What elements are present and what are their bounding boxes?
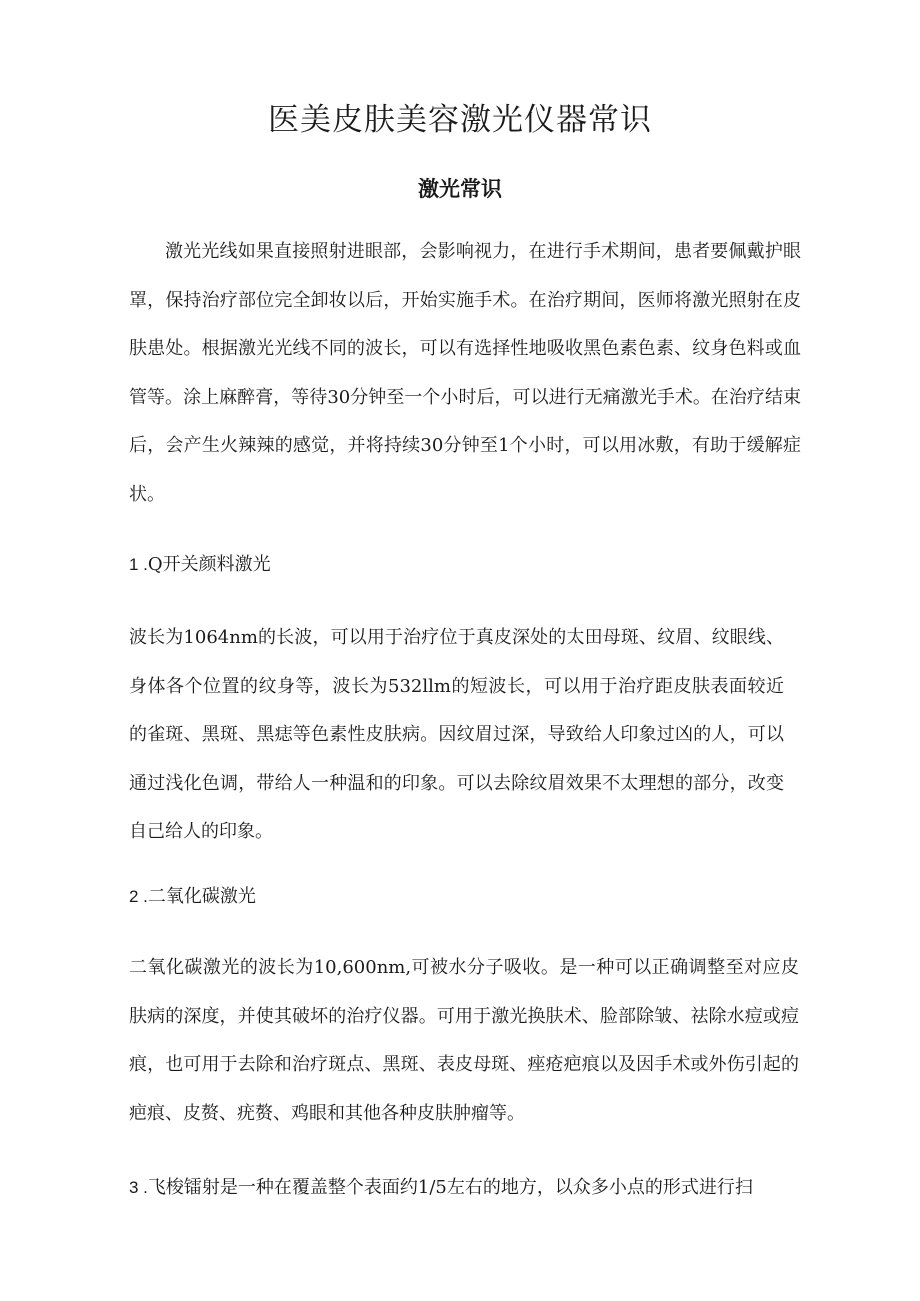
- section-1-number: 1 .: [129, 555, 148, 574]
- section-2-number: 2 .: [129, 887, 148, 906]
- section-3-paragraph: [129, 1164, 801, 1213]
- document-subtitle: 激光常识: [418, 176, 502, 201]
- section-2-body: 二氧化碳激光的波长为10,600nm,可被水分子吸收。是一种可以正确调整至对应皮肤病的深度，并使其破坏的治疗仪器。可用于激光换肤术、脸部除皱、祛除水痘或痘痕，也可用于去除和治疗斑点、黑斑、表皮母斑、痤疮疤痕以及因手术或外伤引起的疤痕、皮赘、疣赘、鸡眼和其他各种皮肤肿瘤等。: [129, 957, 799, 1124]
- section-1-title: Q开关颜料激光: [147, 554, 271, 575]
- section-1-body: 波长为1064nm的长波，可以用于治疗位于真皮深处的太田母斑、纹眉、纹眼线、身体各个位置的纹身等，波长为532llm的短波长，可以用于治疗距皮肤表面较近的雀斑、黑斑、黑痣等色素性皮肤病。因纹眉过深，导致给人印象过凶的人，可以通过浅化色调，带给人一种温和的印象。可以去除纹眉效果不太理想的部分，改变自己给人的印象。: [129, 627, 784, 843]
- document-title: 医美皮肤美容激光仪器常识: [268, 102, 652, 138]
- section-2-heading: [129, 882, 256, 908]
- section-2-title: 二氧化碳激光: [147, 886, 256, 907]
- section-3-body: 飞梭镭射是一种在覆盖整个表面约1/5左右的地方，以众多小点的形式进行扫: [147, 1177, 753, 1198]
- section-3-number: 3 .: [129, 1178, 148, 1197]
- intro-paragraph: 激光光线如果直接照射进眼部，会影响视力，在进行手术期间，患者要佩戴护眼罩，保持治疗部位完全卸妆以后，开始实施手术。在治疗期间，医师将激光照射在皮肤患处。根据激光光线不同的波长，可以有选择性地吸收黑色素色素、纹身色料或血管等。涂上麻醉膏，等待30分钟至一个小时后，可以进行无痛激光手术。在治疗结束后，会产生火辣辣的感觉，并将持续30分钟至1个小时，可以用冰敷，有助于缓解症状。: [129, 241, 801, 505]
- section-1-heading: [129, 550, 271, 576]
